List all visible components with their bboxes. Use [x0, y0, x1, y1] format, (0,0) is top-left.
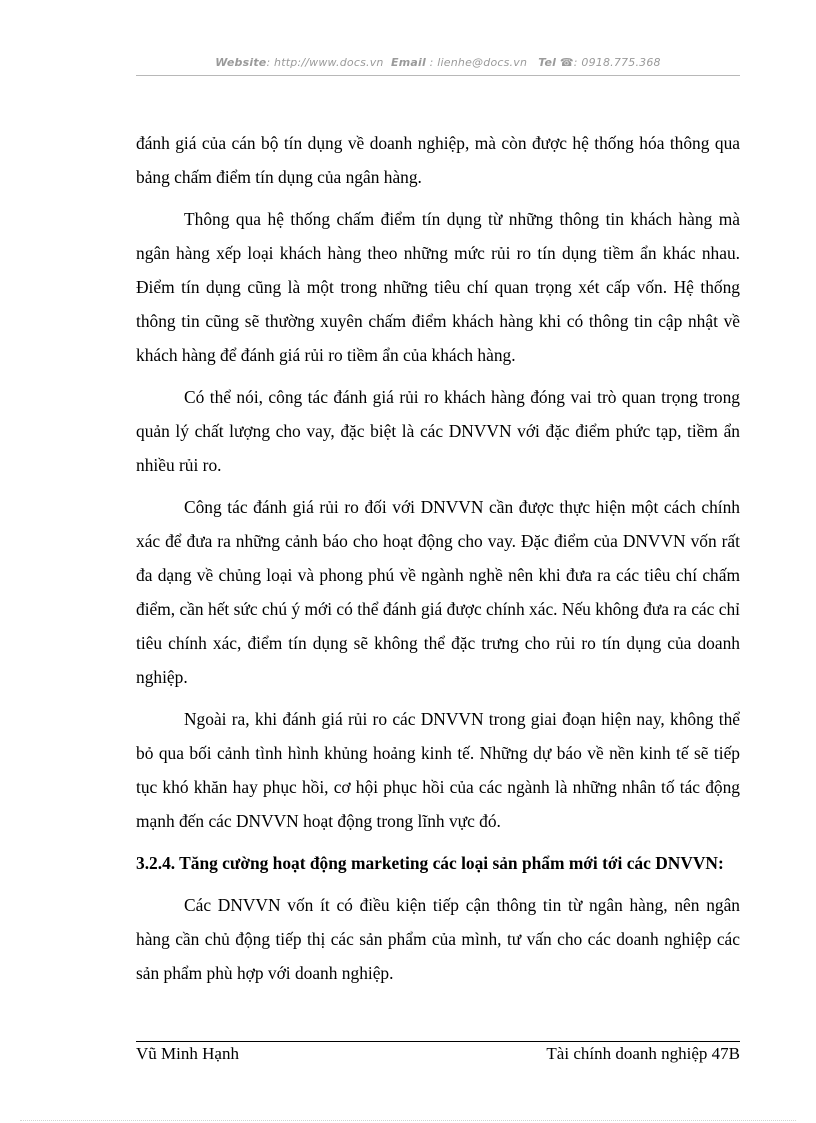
- page-edge-dots: [20, 1120, 796, 1121]
- email-address[interactable]: : lienhe@docs.vn: [425, 56, 528, 69]
- tel-number: : 0918.775.368: [573, 56, 661, 69]
- website-url[interactable]: : http://www.docs.vn: [266, 56, 384, 69]
- section-heading: 3.2.4. Tăng cường hoạt động marketing các loại sản phẩm mới tới các DNVVN:: [136, 853, 724, 873]
- phone-icon: ☎: [559, 56, 574, 69]
- page-header: [136, 56, 740, 76]
- paragraph-2: Thông qua hệ thống chấm điểm tín dụng từ những thông tin khách hàng mà ngân hàng xếp loại khách hàng theo những mức rủi ro tín dụng tiềm ẩn khác nhau. Điểm tín dụng cũng là một trong những tiêu chí quan trọng xét cấp vốn. Hệ thống thông tin cũng sẽ thường xuyên chấm điểm khách hàng khi có thông tin cập nhật về khách hàng để đánh giá rủi ro tiềm ẩn của khách hàng.: [136, 209, 740, 365]
- page-footer: [136, 1044, 740, 1070]
- footer-class: Tài chính doanh nghiệp 47B: [546, 1044, 740, 1063]
- document-body: [136, 126, 740, 998]
- paragraph-3: Có thể nói, công tác đánh giá rủi ro khách hàng đóng vai trò quan trọng trong quản lý chất lượng cho vay, đặc biệt là các DNVVN với đặc điểm phức tạp, tiềm ẩn nhiều rủi ro.: [136, 387, 740, 475]
- footer-author: Vũ Minh Hạnh: [136, 1044, 239, 1063]
- header-divider: [136, 75, 740, 76]
- tel-label: Tel: [538, 56, 557, 69]
- paragraph-6: Các DNVVN vốn ít có điều kiện tiếp cận thông tin từ ngân hàng, nên ngân hàng cần chủ động tiếp thị các sản phẩm của mình, tư vấn cho các doanh nghiệp các sản phẩm phù hợp với doanh nghiệp.: [136, 895, 740, 983]
- footer-divider: [136, 1041, 740, 1042]
- paragraph-4: Công tác đánh giá rủi ro đối với DNVVN cần được thực hiện một cách chính xác để đưa ra những cảnh báo cho hoạt động cho vay. Đặc điểm của DNVVN vốn rất đa dạng về chủng loại và phong phú về ngành nghề nên khi đưa ra các tiêu chí chấm điểm, cần hết sức chú ý mới có thể đánh giá được chính xác. Nếu không đưa ra các chỉ tiêu chính xác, điểm tín dụng sẽ không thể đặc trưng cho rủi ro tín dụng của doanh nghiệp.: [136, 497, 740, 687]
- paragraph-5: Ngoài ra, khi đánh giá rủi ro các DNVVN trong giai đoạn hiện nay, không thể bỏ qua bối cảnh tình hình khủng hoảng kinh tế. Những dự báo về nền kinh tế sẽ tiếp tục khó khăn hay phục hồi, cơ hội phục hồi của các ngành là những nhân tố tác động mạnh đến các DNVVN hoạt động trong lĩnh vực đó.: [136, 709, 740, 831]
- paragraph-1: đánh giá của cán bộ tín dụng về doanh nghiệp, mà còn được hệ thống hóa thông qua bảng chấm điểm tín dụng của ngân hàng.: [136, 133, 740, 187]
- website-label: Website: [215, 56, 267, 69]
- email-label: Email: [391, 56, 426, 69]
